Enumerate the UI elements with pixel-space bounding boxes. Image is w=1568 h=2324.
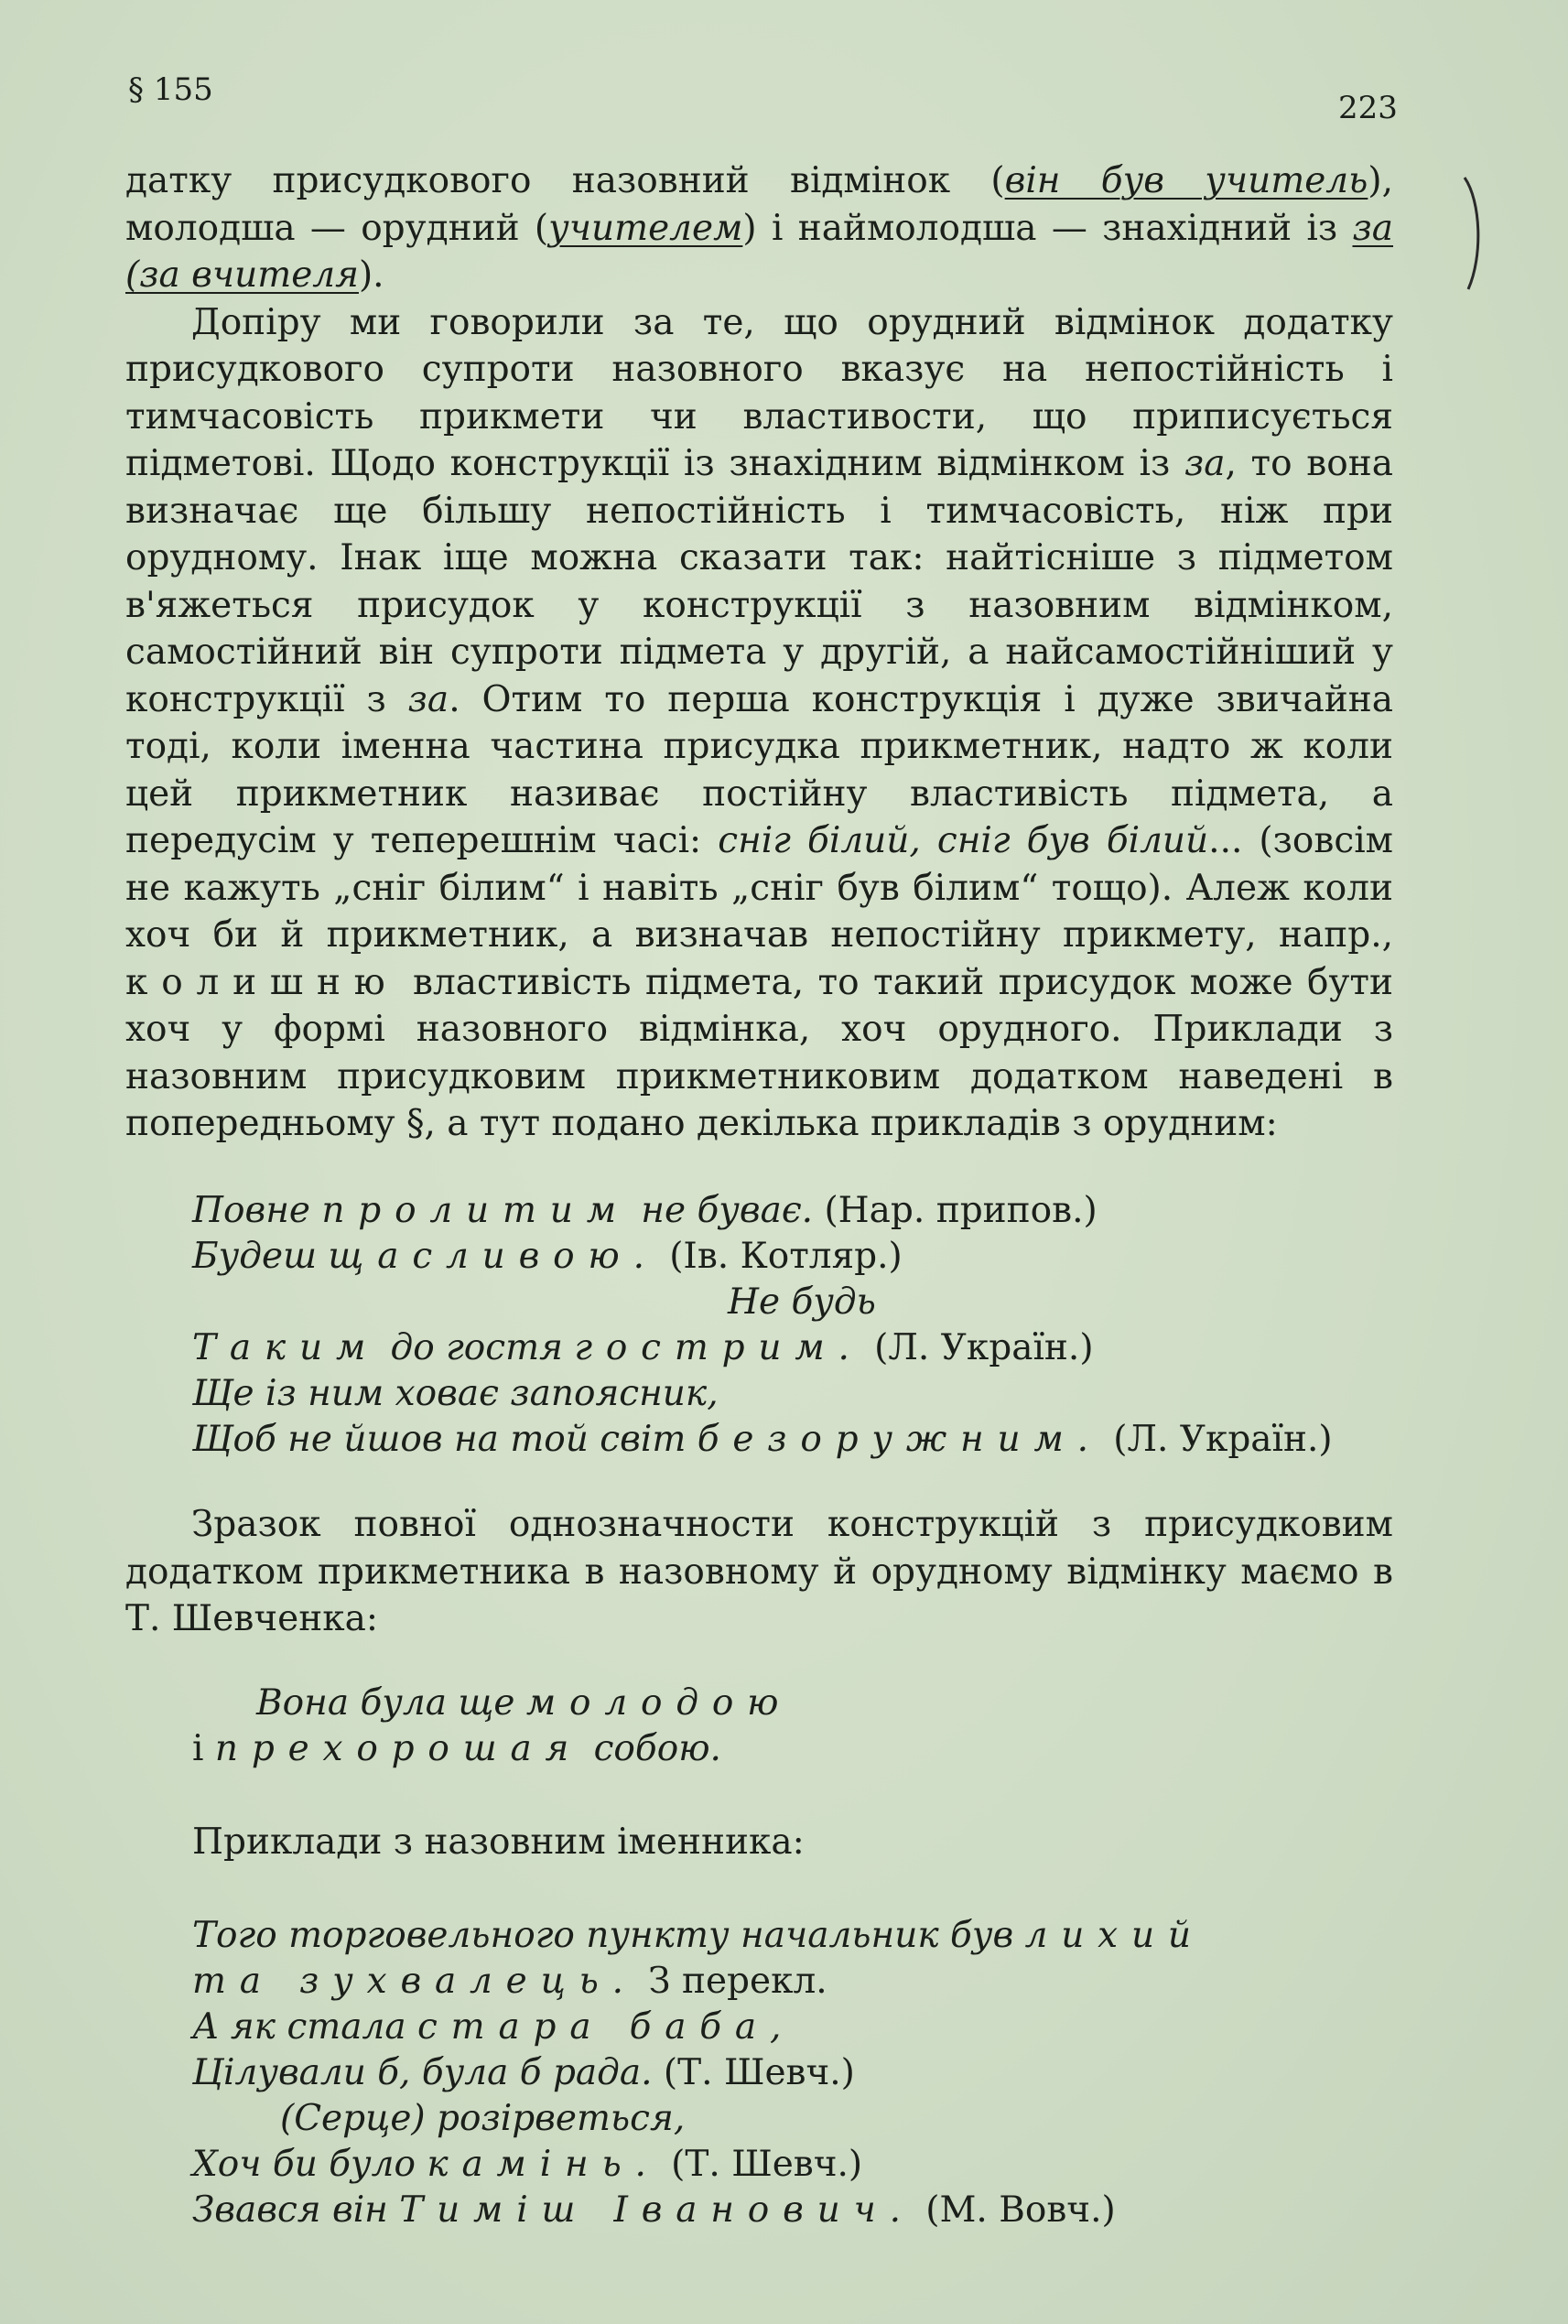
verse-line: Таким до гостя гострим. (Л. Україн.): [192, 1327, 1094, 1368]
paragraph-2: Допіру ми говорили за те, що орудний відмінок додатку присудкового супроти назовного вказує на непостійність і тимчасовість прикмети чи властивости, що приписується підметові. Щодо конструкції із знахідним відмінком із за, то вона визначає ще більшу непостійність і тимчасовість, ніж при орудному. Інак іще можна сказати так: найтісніше з підметом в'яжеться присудок у конструкції з назовним відмінком, самостійний він супроти підмета у другій, а найсамостійніший у конструкції з за. Отим то перша конструкція і дуже звичайна тоді, коли іменна частина присудка прикметник, надто ж коли цей прикметник називає постійну властивість підмета, а передусім у теперешнім часі: сніг білий, сніг був білий... (зовсім не кажуть „сніг білим“ і навіть „сніг був білим“ тощо). Алеж коли хоч би й прикметник, а визначав непостійну прикмету, напр., колишню властивість підмета, то такий присудок може бути хоч у формі назовного відмінка, хоч орудного. Приклади з назовним присудковим прикметниковим додатком наведені в попередньому §, а тут подано декілька прикладів з орудним:: [125, 301, 1394, 1144]
page-number: 223: [1338, 90, 1398, 126]
verse-line: Хоч би було камінь. (Т. Шевч.): [192, 2144, 863, 2185]
verse-1: [192, 1188, 1333, 1463]
paragraph-4: Приклади з назовним іменника:: [192, 1821, 805, 1863]
verse-line: Будеш щасливою. (Ів. Котляр.): [192, 1236, 903, 1277]
verse-3: [192, 1913, 1205, 2233]
section-number: § 155: [128, 71, 213, 108]
verse-line: Не будь: [728, 1281, 876, 1323]
verse-line: Того торговельного пункту начальник був лихий: [192, 1915, 1205, 1956]
paragraph-3: Зразок повної однозначности конструкцій з присудковим додатком прикметника в назовному й орудному відмінку маємо в Т. Шевченка:: [125, 1504, 1393, 1639]
margin-bracket-mark: [1461, 174, 1488, 293]
verse-line: (Серце) розірветься,: [280, 2098, 686, 2139]
verse-line: і прехорошая собою.: [192, 1728, 721, 1769]
verse-line: та зухвалець. З перекл.: [192, 1961, 827, 2002]
verse-line: Цілували б, була б рада. (Т. Шевч.): [192, 2052, 855, 2093]
verse-line: Звався він Тиміш Іванович. (М. Вовч.): [192, 2189, 1116, 2231]
verse-2: [192, 1681, 792, 1772]
main-text: [125, 157, 1393, 1148]
verse-line: Ще із ним ховає запоясник,: [192, 1373, 719, 1414]
verse-line: Щоб не йшов на той світ безоружним. (Л. Україн.): [192, 1419, 1333, 1460]
verse-line: Повне пролитим не буває. (Нар. припов.): [192, 1190, 1098, 1231]
paragraph-1: датку присудкового назовний відмінок (він був учитель), молодша — орудний (учителем) і наймолодша — знахідний із за (за вчителя).: [125, 160, 1394, 296]
verse-line: А як стала стара баба,: [192, 2006, 795, 2048]
verse-line: Вона була ще молодою: [256, 1682, 793, 1724]
